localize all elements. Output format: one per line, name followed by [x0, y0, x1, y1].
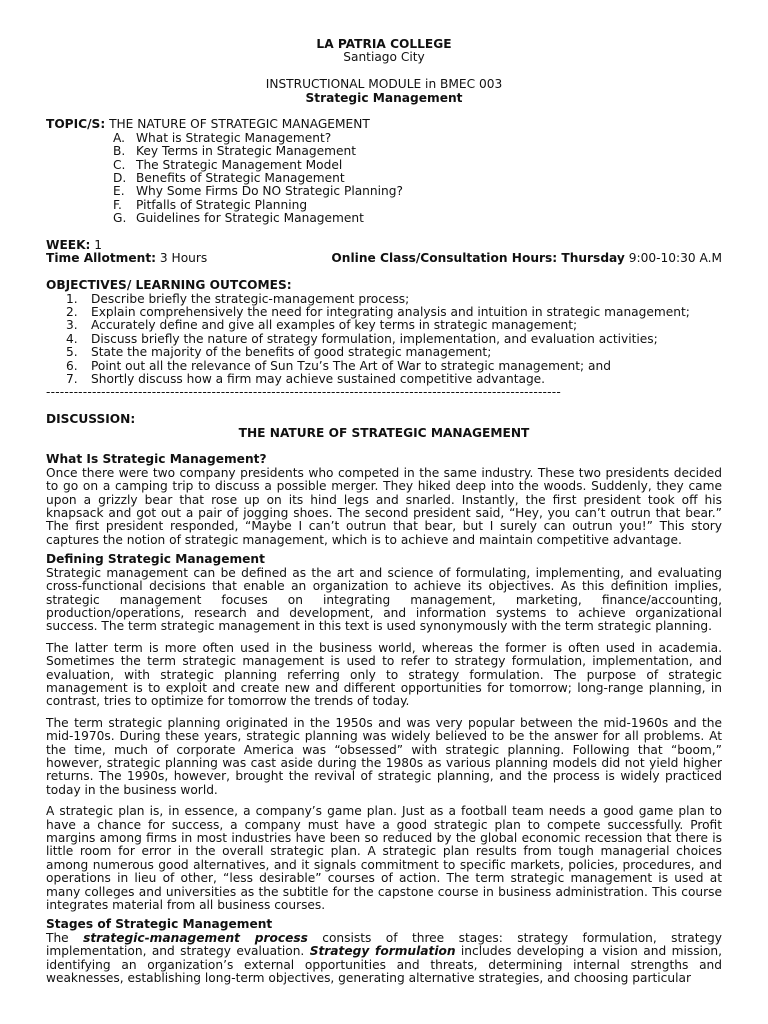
week-label: WEEK: — [46, 237, 91, 252]
online-label: Online Class/Consultation Hours: Thursday — [331, 251, 625, 266]
defining-paragraph-4: A strategic plan is, in essence, a company’s game plan. Just as a football team needs a good game plan to have a chance for success, a company must have a good strategic plan to compete successfully. Profit margins among firms in most industries have been so reduced by the global economic recession that there is little room for error in the overall strategic plan. A strategic plan results from tough managerial choices among numerous good alternatives, and it signals commitment to specific markets, policies, procedures, and operations in lieu of other, “less desirable” courses of action. The term strategic management is used at many colleges and universities as the subtitle for the capstone course in business administration. This course integrates material from all business courses. — [46, 804, 722, 913]
topic-label: TOPIC/S: — [46, 117, 106, 132]
defining-paragraph-2: The latter term is more often used in the business world, whereas the former is often used in academia. Sometimes the term strategic management is used to refer to strategy formulation, implementation, and evaluation, with strategic planning referring only to strategy formulation. The purpose of strategic management is to exploit and create new and different opportunities for tomorrow; long-range planning, in contrast, tries to optimize for tomorrow the trends of today. — [46, 640, 722, 709]
topic-title: THE NATURE OF STRATEGIC MANAGEMENT — [109, 117, 370, 132]
list-item: G. Guidelines for Strategic Management — [113, 211, 364, 226]
discussion-section — [46, 413, 722, 985]
defining-heading: Defining Strategic Management — [46, 552, 265, 567]
list-item: 7. Shortly discuss how a firm may achieve sustained competitive advantage. — [66, 372, 546, 387]
objectives-section — [46, 279, 722, 386]
online-value: 9:00-10:30 A.M — [624, 251, 722, 266]
discussion-title: THE NATURE OF STRATEGIC MANAGEMENT — [238, 425, 530, 440]
topic-section — [46, 118, 722, 225]
term-strategy-formulation: Strategy formulation — [309, 944, 456, 959]
list-item: 5. State the majority of the benefits of good strategic management; — [66, 345, 492, 360]
what-heading: What Is Strategic Management? — [46, 452, 267, 467]
week-value: 1 — [90, 237, 103, 252]
what-paragraph: Once there were two company presidents who competed in the same industry. These two presidents decided to go on a camping trip to discuss a possible merger. They hiked deep into the woods. Suddenly, they came upon a grizzly bear that rose up on its hind legs and snarled. Instantly, the first president took off his knapsack and got out a pair of jogging shoes. The second president said, “Hey, you can’t outrun that bear.” The first president responded, “Maybe I can’t outrun that bear, but I surely can outrun you!” This story captures the notion of strategic management, which is to achieve and maintain competitive advantage. — [46, 465, 722, 547]
list-item: 2. Explain comprehensively the need for integrating analysis and intuition in strategic management; — [66, 305, 690, 319]
stages-heading: Stages of Strategic Management — [46, 917, 273, 932]
list-item: B. Key Terms in Strategic Management — [113, 144, 356, 159]
subject-title: Strategic Management — [305, 90, 463, 105]
list-item: C. The Strategic Management Model — [113, 157, 343, 172]
objectives-list — [46, 293, 722, 387]
college-name: LA PATRIA COLLEGE — [316, 37, 452, 51]
topic-list — [46, 132, 722, 226]
time-label: Time Allotment: — [46, 251, 157, 266]
defining-paragraph-3: The term strategic planning originated in the 1950s and was very popular between the mid-1960s and the mid-1970s. During these years, strategic planning was widely believed to be the answer for all problems. At the time, much of corporate America was “obsessed” with strategic planning. Following that “boom,” however, strategic planning was cast aside during the 1980s as various planning models did not yield higher returns. The 1990s, however, brought the revival of strategic planning, and the process is widely practiced today in the business world. — [46, 715, 722, 797]
list-item: E. Why Some Firms Do NO Strategic Planning? — [113, 184, 403, 199]
list-item: F. Pitfalls of Strategic Planning — [113, 197, 308, 212]
section-divider: ---------------------------------------------------------------------------------------------------------------- — [46, 386, 561, 400]
list-item: A. What is Strategic Management? — [113, 130, 332, 145]
college-city: Santiago City — [343, 50, 425, 65]
time-value: 3 Hours — [156, 251, 208, 266]
module-title: INSTRUCTIONAL MODULE in BMEC 003 — [265, 77, 503, 92]
list-item: D. Benefits of Strategic Management — [113, 170, 345, 185]
list-item: 3. Accurately define and give all examples of key terms in strategic management; — [66, 318, 578, 333]
objectives-heading: OBJECTIVES/ LEARNING OUTCOMES: — [46, 278, 292, 293]
schedule-section — [46, 239, 722, 266]
term-strategic-management-process: strategic-management process — [83, 930, 308, 945]
list-item: 6. Point out all the relevance of Sun Tzu’s The Art of War to strategic management; and — [66, 358, 611, 373]
discussion-label: DISCUSSION: — [46, 412, 136, 427]
list-item: 4. Discuss briefly the nature of strategy formulation, implementation, and evaluation activities; — [66, 331, 658, 346]
list-item: 1. Describe briefly the strategic-management process; — [66, 291, 410, 306]
module-page — [46, 38, 722, 985]
defining-paragraph-1: Strategic management can be defined as the art and science of formulating, implementing, and evaluating cross-functional decisions that enable an organization to achieve its objectives. As this definition implies, strategic management focuses on integrating management, marketing, finance/accounting, production/operations, research and development, and information systems to achieve organizational success. The term strategic management in this text is used synonymously with the term strategic planning. — [46, 565, 722, 634]
stages-paragraph: The strategic-management process consists of three stages: strategy formulation, strategy implementation, and strategy evaluation. Strategy formulation includes developing a vision and mission, identifying an organization’s external opportunities and threats, determining internal strengths and weaknesses, establishing long-term objectives, generating alternative strategies, and choosing particular — [46, 930, 722, 986]
